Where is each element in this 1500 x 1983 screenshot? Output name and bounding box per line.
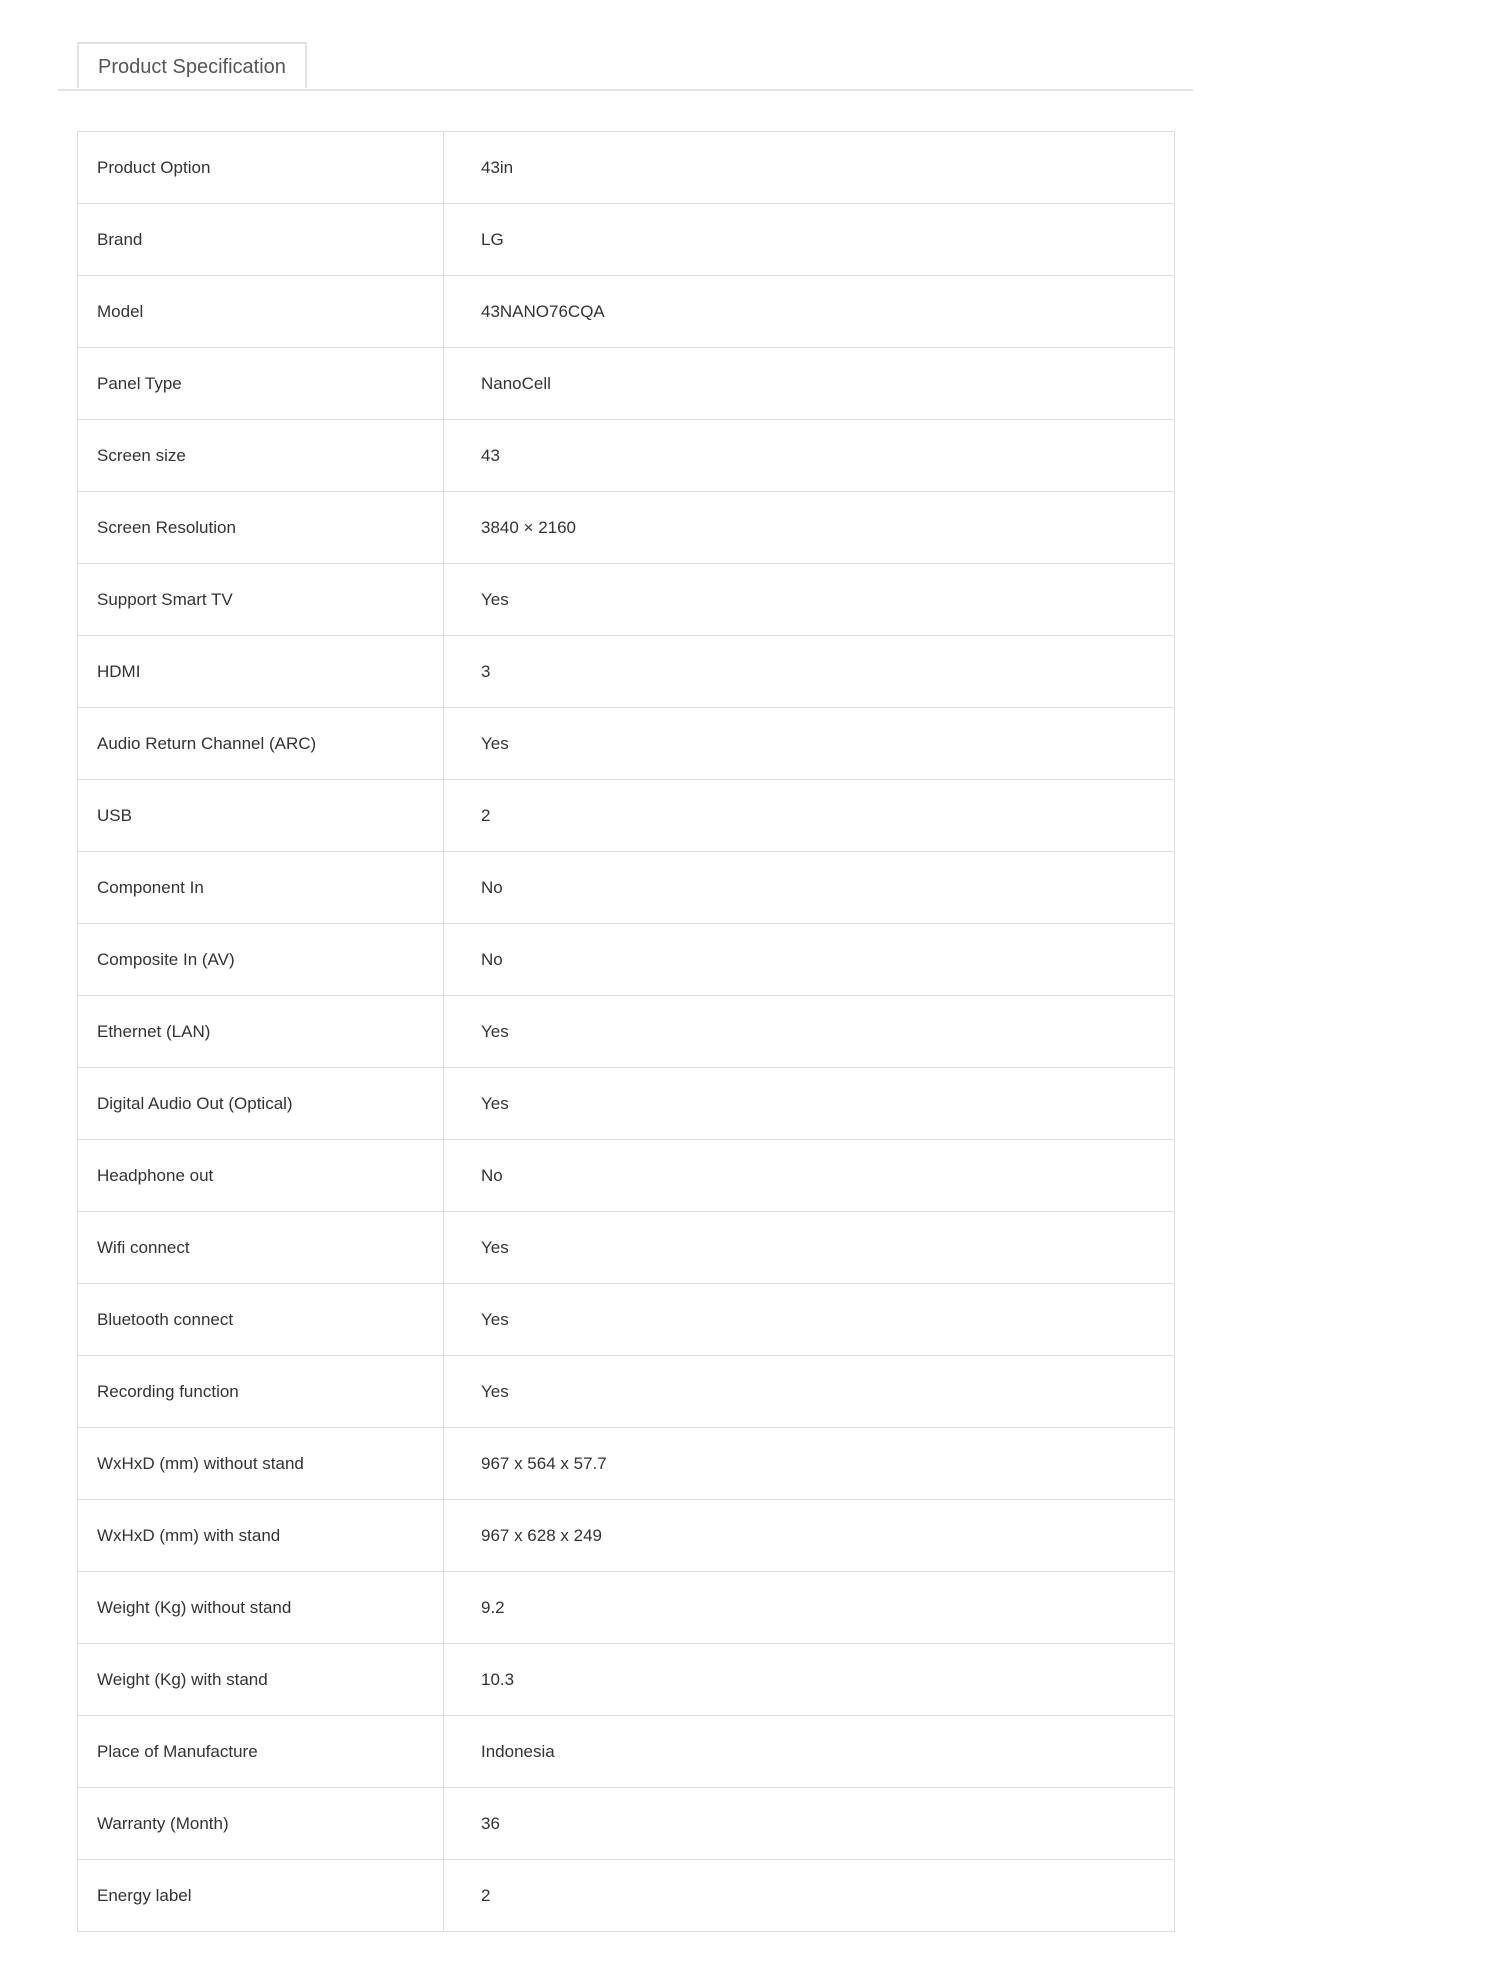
spec-row [78,1212,1175,1284]
spec-label: Place of Manufacture [78,1716,444,1788]
spec-row [78,1500,1175,1572]
spec-row [78,276,1175,348]
spec-label: Product Option [78,132,444,204]
spec-row [78,1428,1175,1500]
spec-label: Screen size [78,420,444,492]
spec-label: Support Smart TV [78,564,444,636]
spec-label: Screen Resolution [78,492,444,564]
spec-label: Warranty (Month) [78,1788,444,1860]
spec-value: 3 [444,636,1175,708]
spec-value: 2 [444,780,1175,852]
spec-row [78,1140,1175,1212]
spec-value: Yes [444,564,1175,636]
spec-value: LG [444,204,1175,276]
spec-row [78,996,1175,1068]
spec-value: 36 [444,1788,1175,1860]
spec-row [78,1716,1175,1788]
spec-label: USB [78,780,444,852]
spec-row [78,420,1175,492]
spec-row [78,1788,1175,1860]
spec-value: 43 [444,420,1175,492]
spec-label: WxHxD (mm) with stand [78,1500,444,1572]
spec-value: 2 [444,1860,1175,1932]
spec-value: 967 x 628 x 249 [444,1500,1175,1572]
spec-label: Weight (Kg) with stand [78,1644,444,1716]
tab-bar [58,42,1193,91]
spec-label: WxHxD (mm) without stand [78,1428,444,1500]
spec-label: Energy label [78,1860,444,1932]
spec-value: 43NANO76CQA [444,276,1175,348]
spec-label: Digital Audio Out (Optical) [78,1068,444,1140]
spec-value: Yes [444,1356,1175,1428]
spec-value: Indonesia [444,1716,1175,1788]
spec-label: Ethernet (LAN) [78,996,444,1068]
spec-row [78,852,1175,924]
spec-label: Model [78,276,444,348]
spec-row [78,636,1175,708]
spec-row [78,1068,1175,1140]
spec-value: 43in [444,132,1175,204]
spec-label: Component In [78,852,444,924]
spec-label: Wifi connect [78,1212,444,1284]
spec-row [78,780,1175,852]
spec-row [78,492,1175,564]
spec-row [78,348,1175,420]
spec-table [77,131,1175,1932]
spec-value: No [444,852,1175,924]
spec-label: Audio Return Channel (ARC) [78,708,444,780]
spec-value: No [444,1140,1175,1212]
spec-value: Yes [444,996,1175,1068]
spec-row [78,1860,1175,1932]
spec-value: 967 x 564 x 57.7 [444,1428,1175,1500]
spec-value: 10.3 [444,1644,1175,1716]
spec-row [78,204,1175,276]
spec-table-body [78,132,1175,1932]
spec-label: Bluetooth connect [78,1284,444,1356]
spec-row [78,708,1175,780]
spec-value: Yes [444,708,1175,780]
spec-row [78,1356,1175,1428]
spec-label: Recording function [78,1356,444,1428]
spec-label: Panel Type [78,348,444,420]
spec-value: No [444,924,1175,996]
spec-row [78,924,1175,996]
spec-label: HDMI [78,636,444,708]
spec-value: Yes [444,1068,1175,1140]
spec-value: NanoCell [444,348,1175,420]
spec-value: 3840 × 2160 [444,492,1175,564]
spec-row [78,1644,1175,1716]
spec-value: Yes [444,1212,1175,1284]
spec-label: Weight (Kg) without stand [78,1572,444,1644]
spec-label: Brand [78,204,444,276]
spec-row [78,564,1175,636]
spec-row [78,1284,1175,1356]
spec-row [78,132,1175,204]
spec-label: Composite In (AV) [78,924,444,996]
spec-label: Headphone out [78,1140,444,1212]
spec-value: 9.2 [444,1572,1175,1644]
tab-product-specification[interactable]: Product Specification [77,42,307,88]
spec-value: Yes [444,1284,1175,1356]
spec-row [78,1572,1175,1644]
